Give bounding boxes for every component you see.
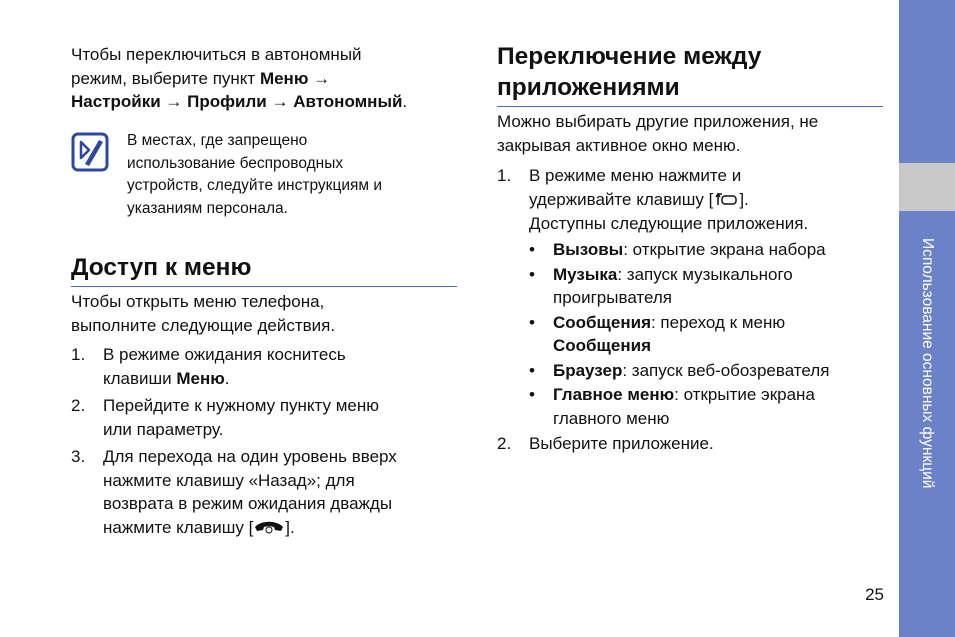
- title-line: приложениями: [497, 74, 680, 101]
- step-line: или параметру.: [103, 419, 224, 439]
- menu-key-term: Меню: [176, 368, 225, 388]
- step-line: В режиме ожидания коснитесь: [103, 345, 346, 364]
- menu-access-intro: [71, 290, 461, 337]
- bullet-text: главного меню: [553, 408, 670, 428]
- bullet-text: проигрывателя: [553, 288, 673, 307]
- step-item: [497, 164, 887, 236]
- app-bullet-list: [497, 238, 887, 430]
- bullet-term: Вызовы: [553, 240, 624, 259]
- step-line: Выберите приложение.: [529, 434, 714, 453]
- bullet-desc: : переход к меню: [650, 312, 786, 332]
- step-text: удерживайте клавишу [: [529, 189, 714, 209]
- intro-text: режим, выберите пункт: [71, 68, 260, 88]
- step-number: 1.: [71, 345, 86, 364]
- offline-term: Автономный: [293, 92, 403, 111]
- step-line: Доступны следующие приложения.: [529, 214, 809, 233]
- step-text: клавиши: [103, 368, 177, 388]
- settings-term: Настройки: [71, 92, 161, 111]
- bullet-desc: : запуск музыкального: [617, 264, 793, 284]
- step-text: ].: [285, 517, 295, 537]
- step-line: В режиме меню нажмите и: [529, 166, 742, 185]
- bullet-text: [553, 359, 887, 383]
- step-item: [71, 343, 461, 390]
- offline-mode-paragraph: [71, 43, 461, 114]
- step-number: 3.: [71, 447, 86, 466]
- list-item: [529, 383, 887, 430]
- intro-line: выполните следующие действия.: [71, 315, 336, 335]
- app-switch-key-icon: [713, 191, 739, 208]
- bullet-dot: •: [529, 312, 535, 332]
- bullet-dot: •: [529, 360, 535, 380]
- period: .: [224, 368, 230, 388]
- arrow: →: [308, 68, 331, 88]
- bullet-dot: •: [529, 240, 535, 259]
- intro-line: Чтобы открыть меню телефона,: [71, 292, 325, 311]
- list-item: [529, 311, 887, 358]
- step-item: [71, 445, 461, 539]
- period: .: [402, 92, 408, 111]
- intro-line: Чтобы переключиться в автономный: [71, 45, 362, 64]
- intro-line: [71, 67, 461, 91]
- chapter-label-text: Использование основных функций: [919, 237, 936, 489]
- intro-line: Можно выбирать другие приложения, не: [497, 112, 819, 131]
- arrow: →: [160, 92, 188, 111]
- arrow: →: [266, 92, 294, 111]
- section-rule: [497, 106, 883, 107]
- app-switch-steps: [497, 164, 887, 236]
- step-line: Перейдите к нужному пункту меню: [103, 396, 380, 415]
- menu-access-steps: [71, 343, 461, 539]
- step-line: нажмите клавишу «Назад»; для: [103, 470, 355, 490]
- bullet-term: Сообщения: [553, 312, 651, 332]
- bullet-text: [553, 263, 887, 287]
- bullet-dot: •: [529, 264, 535, 284]
- end-call-key-icon: [253, 520, 285, 536]
- bullet-text: [553, 383, 887, 407]
- list-item: [529, 238, 887, 262]
- step-line: [529, 188, 887, 212]
- bullet-text: [553, 238, 887, 262]
- section-title-app-switch: [497, 41, 761, 103]
- note-line: В местах, где запрещено: [127, 132, 308, 149]
- step-line: [103, 367, 461, 391]
- bullet-dot: •: [529, 385, 535, 404]
- step-text: ].: [739, 189, 749, 209]
- intro-line: закрывая активное окно меню.: [497, 135, 741, 155]
- chapter-label: [899, 218, 955, 508]
- bullet-term: Браузер: [553, 360, 623, 380]
- bullet-term: Главное меню: [553, 385, 675, 404]
- step-line: возврата в режим ожидания дважды: [103, 494, 393, 513]
- bullet-term: Музыка: [553, 264, 618, 284]
- section-rule: [71, 286, 457, 287]
- chapter-tab-marker: [899, 163, 955, 211]
- title-line: Переключение между: [497, 43, 762, 70]
- step-text: нажмите клавишу [: [103, 517, 254, 537]
- bullet-desc: : запуск веб-обозревателя: [622, 360, 830, 380]
- step-item: [497, 432, 887, 456]
- step-line: [103, 516, 461, 540]
- step-item: [71, 394, 461, 441]
- note-line: устройств, следуйте инструкциям и: [127, 177, 382, 194]
- bullet-desc: : открытие экрана набора: [623, 240, 826, 259]
- bullet-text: [553, 334, 887, 358]
- note-line: указаниям персонала.: [127, 199, 288, 217]
- section-title-menu-access: Доступ к меню: [71, 254, 252, 281]
- list-item: [529, 263, 887, 310]
- step-number: 1.: [497, 166, 512, 185]
- bullet-term: Сообщения: [553, 336, 651, 355]
- step-number: 2.: [71, 396, 86, 415]
- note-pencil-icon: [71, 132, 109, 172]
- menu-term: Меню: [259, 68, 309, 88]
- step-number: 2.: [497, 434, 512, 453]
- bullet-text: [553, 311, 887, 335]
- intro-line: [71, 90, 461, 114]
- note-text: [127, 130, 457, 220]
- note-line: использование беспроводных: [127, 154, 344, 172]
- app-switch-intro: [497, 110, 887, 157]
- page-number: 25: [865, 585, 884, 604]
- list-item: [529, 359, 887, 383]
- bullet-desc: : открытие экрана: [674, 385, 815, 404]
- step-line: Для перехода на один уровень вверх: [103, 447, 397, 466]
- profiles-term: Профили: [187, 92, 267, 111]
